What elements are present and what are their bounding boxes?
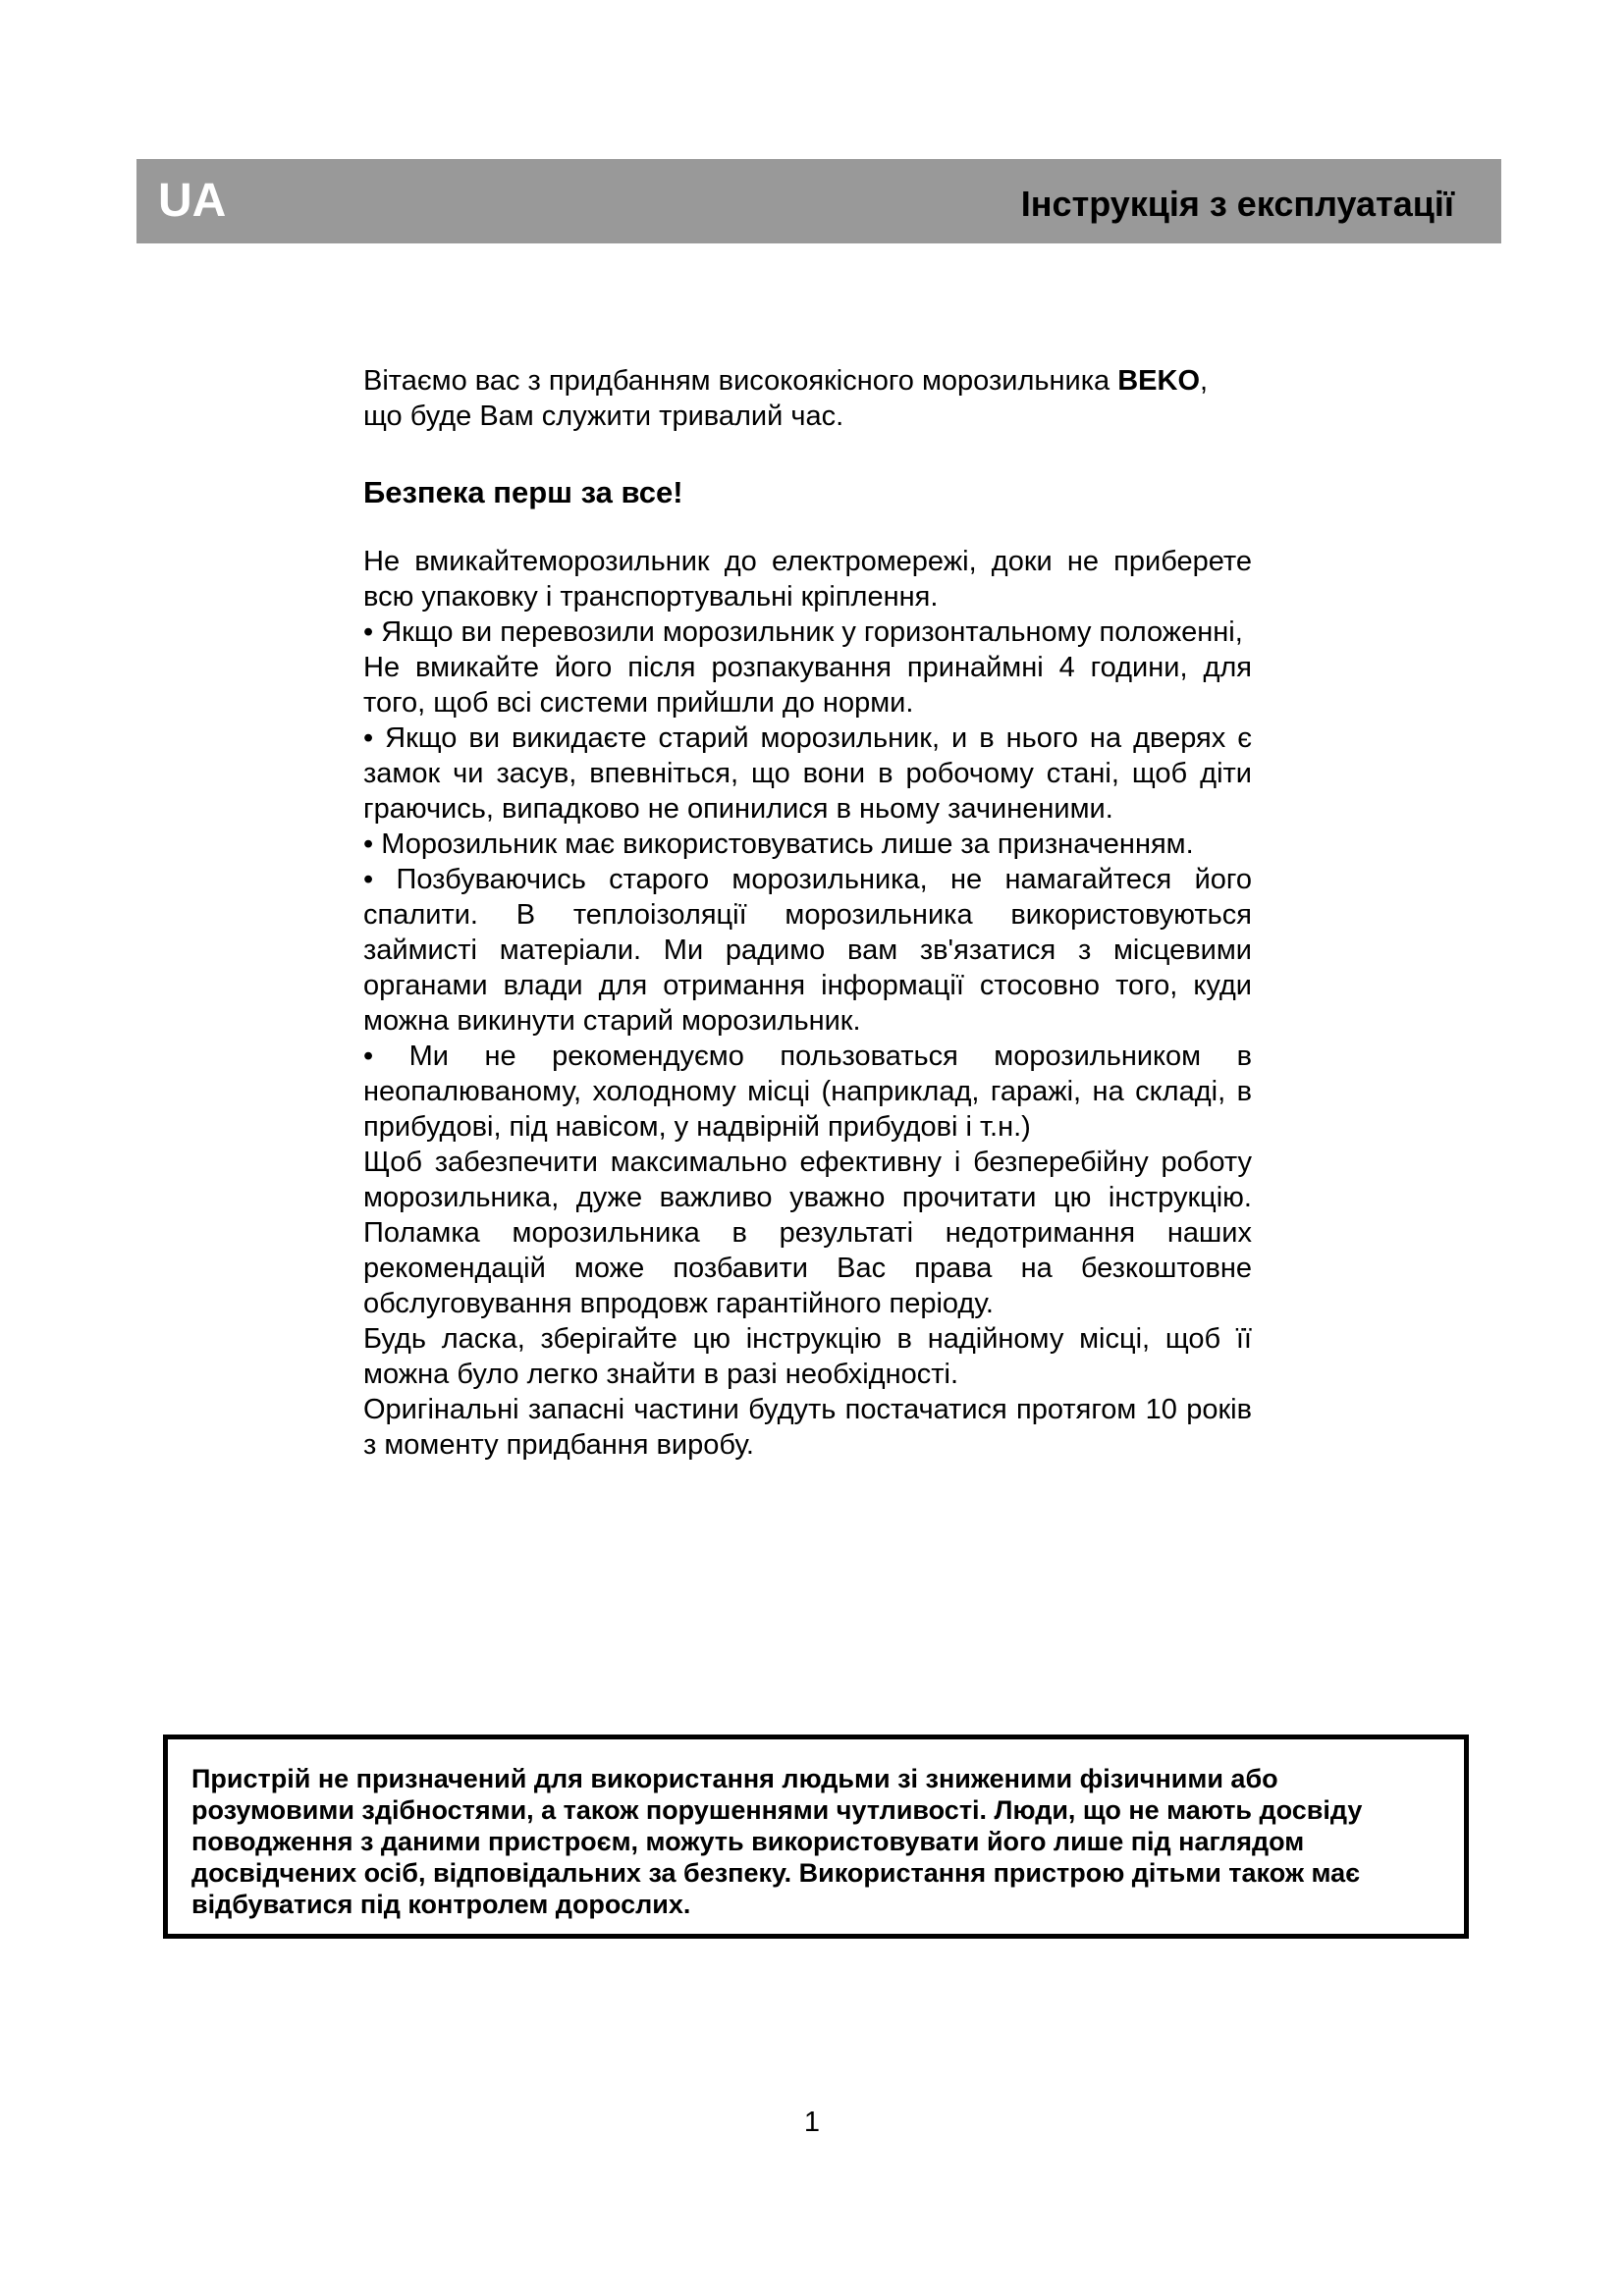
safety-paragraph: Не вмикайте його після розпакування принаймні 4 години, для того, щоб всі системи прийшли до норми.	[363, 652, 1252, 719]
safety-paragraph: • Якщо ви викидаєте старий морозильник, и в нього на дверях є замок чи засув, впевніться, що вони в робочому стані, щоб діти граючись, випадково не опинилися в ньому зачиненими.	[363, 722, 1252, 825]
safety-text	[363, 544, 1252, 1463]
page-number: 1	[803, 2107, 821, 2138]
language-code: UA	[158, 175, 227, 227]
notice-text: Пристрій не призначений для використання людьми зі зниженими фізичними або розумовими здібностями, а також порушеннями чутливості. Люди, що не мають досвіду поводження з даними пристроєм, можуть використовувати його лише під наглядом досвідчених осіб, відповідальних за безпеку. Використання пристрою дітьми також має відбуватися під контролем дорослих.	[191, 1764, 1363, 1919]
intro-text-before: Вітаємо вас з придбанням високоякісного морозильника	[363, 365, 1118, 397]
safety-paragraph: • Позбуваючись старого морозильника, не намагайтеся його спалити. В теплоізоляції морозильника використовуються займисті матеріали. Ми радимо вам зв'язатися з місцевими органами влади для отримання інформації стосовно того, куди можна викинути старий морозильник.	[363, 864, 1252, 1037]
safety-paragraph: Будь ласка, зберігайте цю інструкцію в надійному місці, щоб її можна було легко знайти в разі необхідності.	[363, 1323, 1252, 1390]
safety-paragraph: • Якщо ви перевозили морозильник у горизонтальному положенні,	[363, 616, 1243, 648]
safety-paragraph: Оригінальні запасні частини будуть постачатися протягом 10 років з моменту придбання виробу.	[363, 1394, 1252, 1461]
notice-box	[163, 1735, 1469, 1939]
brand-name: BEKO	[1117, 365, 1201, 397]
safety-paragraph: • Морозильник має використовуватись лише за призначенням.	[363, 828, 1194, 860]
safety-paragraph: Не вмикайтеморозильник до електромережі, доки не приберете всю упаковку і транспортувальні кріплення.	[363, 546, 1252, 613]
safety-heading: Безпека перш за все!	[363, 475, 683, 509]
header-bar	[136, 159, 1501, 243]
document-title: Інструкція з експлуатації	[1020, 184, 1454, 224]
intro-text-after: , що буде Вам служити тривалий час.	[363, 365, 1209, 432]
main-content	[363, 363, 1252, 1463]
intro-paragraph	[363, 363, 1252, 434]
safety-paragraph: Щоб забезпечити максимально ефективну і безперебійну роботу морозильника, дуже важливо уважно прочитати цю інструкцію. Поламка морозильника в результаті недотримання наших рекомендацій може позбавити Вас права на безкоштовне обслуговування впродовж гарантійного періоду.	[363, 1147, 1252, 1319]
safety-paragraph: • Ми не рекомендуємо пользоваться морозильником в неопалюваному, холодному місці (наприклад, гаражі, на складі, в прибудові, під навісом, у надвірній прибудові і т.н.)	[363, 1041, 1252, 1143]
